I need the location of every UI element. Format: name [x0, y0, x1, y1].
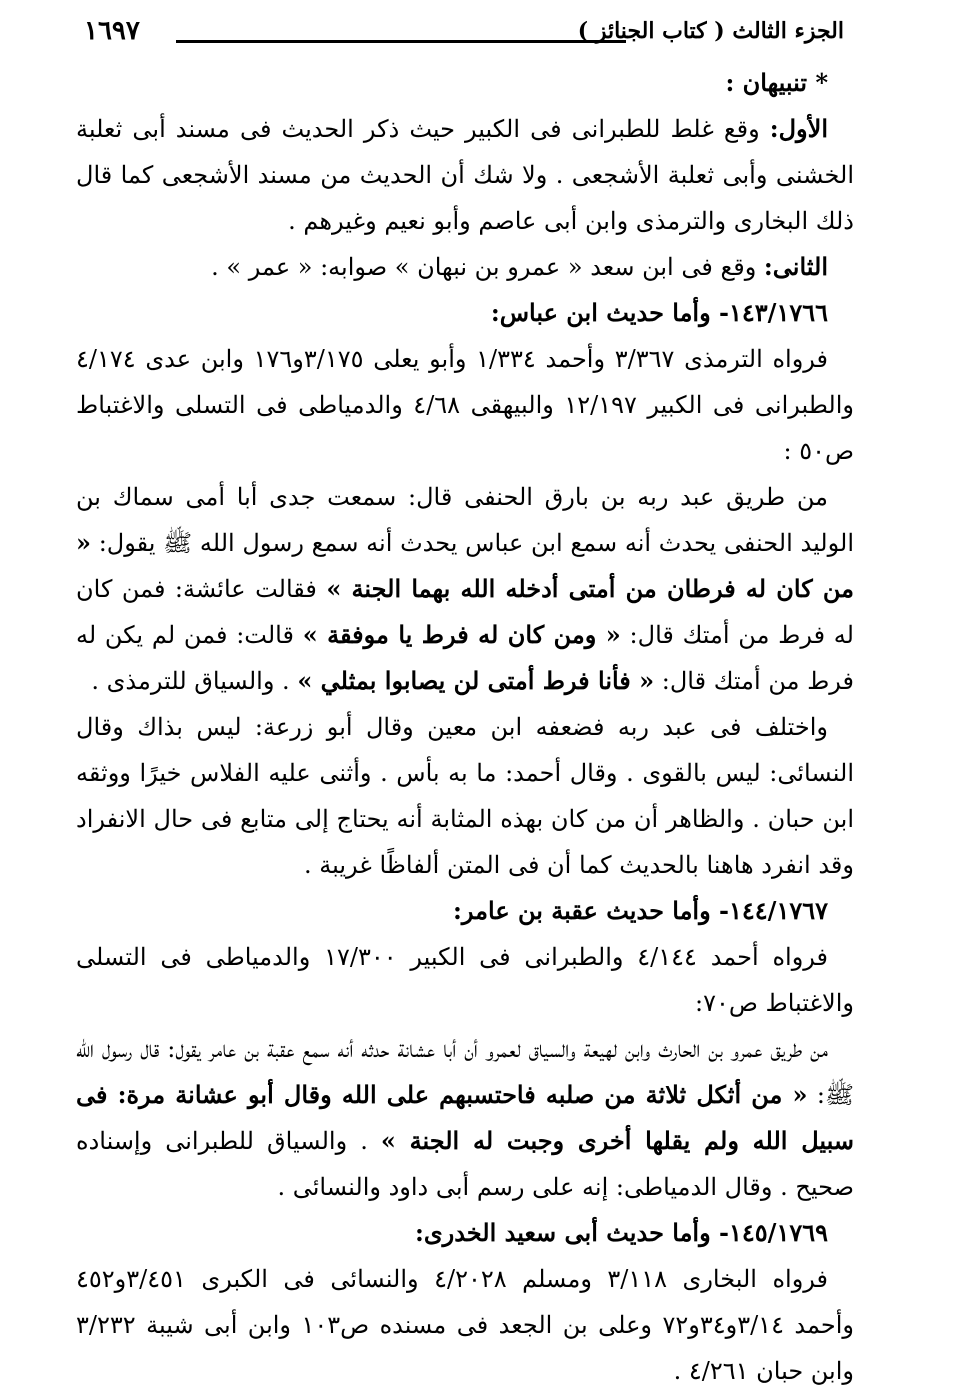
header-title: الجزء الثالث ( كتاب الجنائز ) — [577, 18, 844, 44]
sources-1769: فرواه البخارى ٣/١١٨ ومسلم ٤/٢٠٢٨ والنسائى فى الكبرى ٣/٤٥١و٤٥٢ وأحمد ٣/١٤و٣٤و٧٢ وعلى بن الجعد فى مسنده ص١٠٣ وابن أبى شيبة ٣/٢٣٢ وابن حبان ٤/٢٦١ . — [76, 1265, 854, 1385]
hadith-text-1767 — [76, 1026, 854, 1210]
sources-1766: فرواه الترمذى ٣/٣٦٧ وأحمد ١/٣٣٤ وأبو يعلى ٣/١٧٥و١٧٦ وابن عدى ٤/١٧٤ والطبرانى فى الكبير ١٢/١٩٧ والبيهقى ٤/٦٨ والدمياطى فى التسلى والاغتباط ص٥٠ : — [76, 345, 854, 465]
quote-1767-b: فى سبيل الله ولم يقلها أخرى وجبت له الجنة » — [76, 1080, 854, 1155]
note-second-text: وقع فى ابن سعد « عمرو بن نبهان » صوابه: « عمر » . — [211, 253, 764, 281]
note-second-label: الثانى: — [763, 252, 828, 281]
quote-1766-a: « من كان له فرطان من أمتى أدخله الله بهما الجنة » — [76, 528, 854, 603]
note-first-label: الأول: — [769, 114, 828, 143]
header-rule — [176, 40, 626, 43]
grading-note-1766: واختلف فى عبد ربه فضعفه ابن معين وقال أبو زرعة: ليس بذاك وقال النسائى: ليس بالقوى . وقال أحمد: ما به بأس . وأثنى عليه الفلاس خيرًا ووثقه ابن حبان . والظاهر أن من كان بهذه المثابة أنه يحتاج إلى متابع فى حال الانفراد وقد انفرد هاهنا بالحديث كما أن فى المتن ألفاظًا غريبة . — [76, 713, 854, 879]
quote-1766-c: « فأنا فرط أمتى لن يصابوا بمثلي » — [297, 666, 655, 695]
page-number: ١٦٩٧ — [84, 16, 140, 46]
running-header — [84, 14, 844, 54]
text-1766-e: قالت: فمن لم يكن له فرط من أمتك قال: — [76, 621, 854, 695]
section-heading-1766: ١٤٣/١٧٦٦- وأما حديث ابن عباس: — [490, 298, 828, 327]
quote-1766-b: « ومن كان له فرط يا موفقة » — [302, 620, 621, 649]
section-heading-1769: ١٤٥/١٧٦٩- وأما حديث أبى سعيد الخدرى: — [414, 1218, 828, 1247]
text-1766-c: فقالت عائشة: فمن كان له فرط من أمتك قال: — [76, 575, 854, 649]
text-1767-c: وقال أبو عشانة مرة: — [107, 1080, 342, 1109]
note-first — [76, 106, 854, 244]
page-body — [76, 60, 854, 1394]
chain-1767: من طريق عمرو بن الحارث وابن لهيعة والسياق لعمرو أن أبا عشانة حدثه أنه سمع عقبة بن عامر يقول: قال رسول الله ﷺ: — [76, 1035, 854, 1109]
notes-heading: * تنبيهان : — [725, 68, 828, 97]
sources-1767: فرواه أحمد ٤/١٤٤ والطبرانى فى الكبير ١٧/٣٠٠ والدمياطى فى التسلى والاغتباط ص٧٠: — [76, 943, 854, 1017]
text-1766-g: . والسياق للترمذى . — [91, 667, 298, 695]
hadith-text-1766 — [76, 474, 854, 704]
section-heading-1767: ١٤٤/١٧٦٧- وأما حديث عقبة بن عامر: — [453, 896, 828, 925]
quote-1767-a: « من أثكل ثلاثة من صلبه فاحتسبهم على الله — [341, 1080, 808, 1109]
note-second — [76, 244, 854, 290]
note-first-text: وقع غلط للطبرانى فى الكبير حيث ذكر الحديث فى مسند أبى ثعلبة الخشنى وأبى ثعلبة الأشجعى . ولا شك أن الحديث من مسند الأشجعى كما قال ذلك البخارى والترمذى وابن أبى عاصم وأبو نعيم وغيرهم . — [76, 115, 854, 235]
chain-1766: من طريق عبد ربه بن بارق الحنفى قال: سمعت جدى أبا أمى سماك بن الوليد الحنفى يحدث أنه سمع ابن عباس يحدث أنه سمع رسول الله ﷺ يقول: — [76, 483, 854, 557]
text-1767-e: . والسياق للطبرانى وإسناده صحيح . وقال الدمياطى: إنه على رسم أبى داود والنسائى . — [76, 1127, 854, 1201]
